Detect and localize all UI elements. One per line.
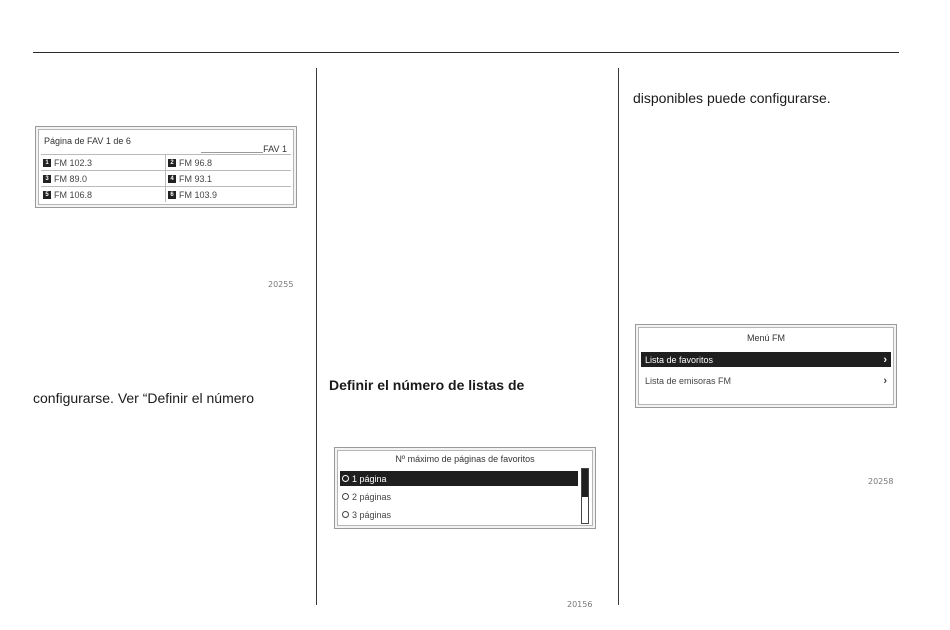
favorite-cell — [166, 170, 291, 186]
menu-item — [641, 373, 891, 388]
preset-number: 4 — [168, 175, 176, 183]
body-text: configurarse. Ver “Definir el número — [33, 390, 254, 406]
radio-option — [340, 507, 578, 522]
header-rule — [33, 52, 899, 53]
figure-code: 20258 — [868, 477, 894, 486]
menu-item-label: Lista de favoritos — [645, 354, 714, 365]
radio-icon — [342, 475, 349, 482]
radio-option — [340, 489, 578, 504]
scrollbar-thumb — [582, 469, 588, 497]
favorites-screen-figure — [35, 126, 297, 208]
preset-label: FM 93.1 — [179, 173, 213, 184]
favorites-screen-title: Página de FAV 1 de 6 — [44, 136, 131, 146]
favorite-cell — [41, 154, 166, 170]
radio-option-label: 2 páginas — [352, 491, 392, 502]
menu-item — [641, 352, 891, 367]
preset-label: FM 102.3 — [54, 157, 93, 168]
menu-title: Menú FM — [746, 333, 785, 343]
pages-screen-title: Nº máximo de páginas de favoritos — [395, 454, 535, 464]
radio-option-label: 3 páginas — [352, 509, 392, 520]
radio-option-label: 1 página — [352, 473, 387, 484]
figure-code: 20255 — [268, 280, 294, 289]
preset-number: 1 — [43, 159, 51, 167]
column-divider-right — [618, 68, 619, 605]
favorites-screen-tag: FAV 1 — [263, 144, 287, 154]
preset-label: FM 103.9 — [179, 189, 218, 200]
radio-icon — [342, 511, 349, 518]
preset-number: 2 — [168, 159, 176, 167]
preset-number: 5 — [43, 191, 51, 199]
preset-label: FM 106.8 — [54, 189, 93, 200]
figure-code: 20156 — [567, 600, 593, 609]
favorite-cell — [166, 154, 291, 170]
favorite-cell — [166, 186, 291, 202]
scrollbar — [581, 468, 589, 524]
fm-menu-screen-figure — [635, 324, 897, 408]
body-text: disponibles puede configurarse. — [633, 90, 831, 106]
section-heading: Definir el número de listas de — [329, 377, 525, 393]
menu-item-label: Lista de emisoras FM — [645, 375, 732, 386]
column-divider-left — [316, 68, 317, 605]
radio-icon — [342, 493, 349, 500]
preset-number: 6 — [168, 191, 176, 199]
chevron-right-icon: › — [883, 353, 887, 366]
preset-label: FM 89.0 — [54, 173, 88, 184]
favorite-cell — [41, 186, 166, 202]
pages-screen-figure — [334, 447, 596, 529]
preset-label: FM 96.8 — [179, 157, 213, 168]
chevron-right-icon: › — [883, 374, 887, 387]
favorites-grid — [41, 154, 291, 202]
preset-number: 3 — [43, 175, 51, 183]
radio-option — [340, 471, 578, 486]
favorite-cell — [41, 170, 166, 186]
